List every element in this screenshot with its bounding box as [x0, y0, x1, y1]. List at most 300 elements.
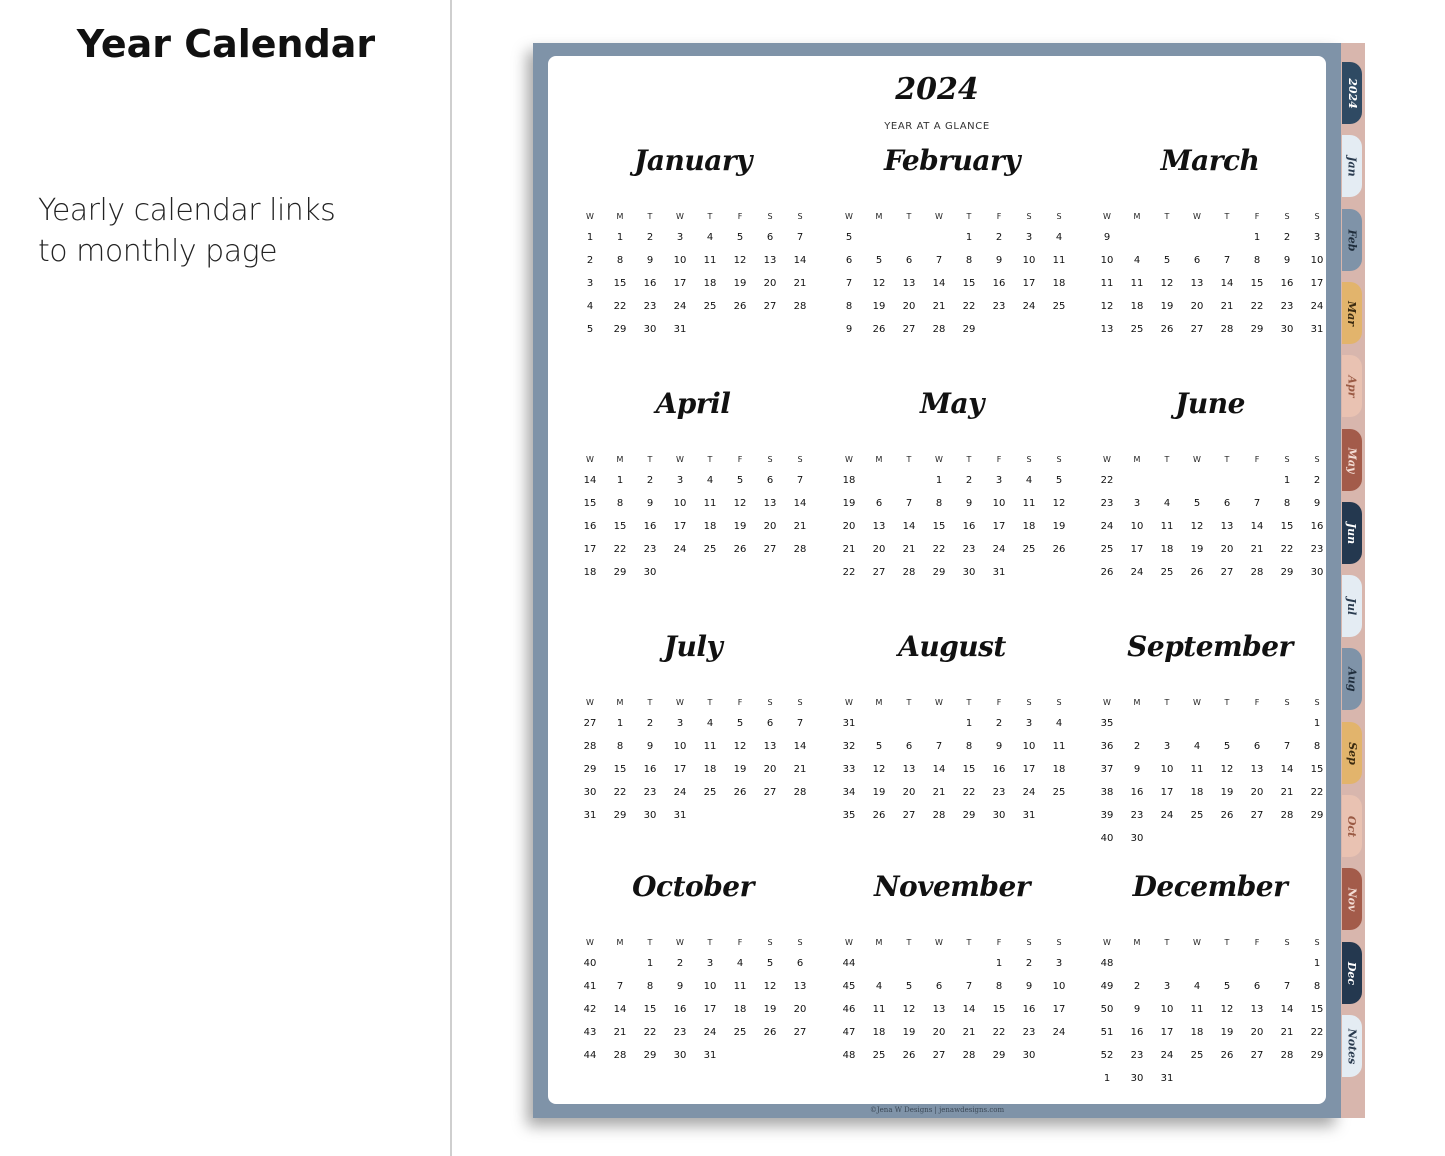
day-cell: 3 — [1025, 718, 1033, 729]
tab-mar[interactable] — [1342, 282, 1362, 344]
day-cell: 1 — [646, 958, 654, 969]
day-cell: 11 — [1130, 278, 1144, 289]
day-cell: 12 — [872, 278, 886, 289]
day-cell: 29 — [1310, 1050, 1324, 1061]
weekday-header: S — [1314, 211, 1320, 221]
day-cell: 27 — [932, 1050, 946, 1061]
day-cell: 18 — [1190, 1027, 1204, 1038]
week-row — [575, 318, 815, 341]
weekday-header: T — [647, 937, 653, 947]
day-cell: 3 — [676, 718, 684, 729]
day-cell: 8 — [1253, 255, 1261, 266]
week-number: 41 — [583, 981, 597, 992]
day-cell: 16 — [643, 278, 657, 289]
week-row — [834, 758, 1074, 781]
day-cell: 29 — [643, 1050, 657, 1061]
day-cell: 27 — [872, 567, 886, 578]
tab-label: Mar — [1345, 300, 1359, 326]
month-title[interactable]: April — [655, 387, 731, 420]
day-cell: 13 — [902, 764, 916, 775]
day-cell: 23 — [1022, 1027, 1036, 1038]
day-cell: 24 — [1022, 787, 1036, 798]
day-cell: 6 — [905, 255, 913, 266]
week-row — [834, 469, 1074, 492]
weekday-header: W — [935, 937, 943, 947]
day-cell: 29 — [1280, 567, 1294, 578]
week-row — [1092, 998, 1332, 1021]
day-cell: 26 — [733, 544, 747, 555]
month-title[interactable]: June — [1175, 387, 1245, 420]
weekday-header: F — [737, 454, 743, 464]
tab-feb[interactable] — [1342, 209, 1362, 271]
day-cell: 9 — [1025, 981, 1033, 992]
day-cell: 19 — [1220, 787, 1234, 798]
tab-nov[interactable] — [1342, 868, 1362, 930]
day-cell: 22 — [962, 787, 976, 798]
weekday-header: F — [737, 211, 743, 221]
tab-2024[interactable] — [1342, 62, 1362, 124]
weekday-header-row — [575, 206, 815, 226]
day-cell: 20 — [763, 521, 777, 532]
day-cell: 18 — [1052, 278, 1066, 289]
day-cell: 15 — [613, 521, 627, 532]
weekday-header: T — [1224, 454, 1230, 464]
month-title[interactable]: September — [1127, 630, 1293, 663]
day-cell: 14 — [932, 278, 946, 289]
tab-oct[interactable] — [1342, 795, 1362, 857]
week-number: 25 — [1100, 544, 1114, 555]
month-september[interactable] — [1081, 630, 1339, 844]
calendar-page — [548, 56, 1326, 1104]
week-row — [834, 515, 1074, 538]
day-cell: 27 — [763, 544, 777, 555]
day-cell: 30 — [1022, 1050, 1036, 1061]
weekday-header: S — [1056, 697, 1062, 707]
month-april[interactable] — [564, 387, 822, 587]
tab-jan[interactable] — [1342, 135, 1362, 197]
day-cell: 6 — [905, 741, 913, 752]
week-row — [575, 1021, 815, 1044]
day-cell: 11 — [733, 981, 747, 992]
day-cell: 29 — [1310, 810, 1324, 821]
weekday-header: W — [935, 211, 943, 221]
day-cell: 12 — [1160, 278, 1174, 289]
day-cell: 17 — [1130, 544, 1144, 555]
day-cell: 3 — [1163, 741, 1171, 752]
month-july[interactable] — [564, 630, 822, 830]
day-cell: 14 — [1280, 1004, 1294, 1015]
day-cell: 27 — [1250, 1050, 1264, 1061]
day-cell: 14 — [1280, 764, 1294, 775]
week-row — [1092, 561, 1332, 584]
day-cell: 20 — [763, 764, 777, 775]
month-title[interactable]: March — [1160, 144, 1260, 177]
weekday-header: T — [966, 211, 972, 221]
week-number: 29 — [583, 764, 597, 775]
month-title[interactable]: August — [898, 630, 1006, 663]
day-cell: 22 — [1310, 787, 1324, 798]
weekday-header: S — [767, 697, 773, 707]
day-cell: 6 — [766, 232, 774, 243]
month-title[interactable]: October — [632, 870, 754, 903]
week-number: 46 — [842, 1004, 856, 1015]
weekday-header: S — [1026, 937, 1032, 947]
weekday-header: T — [647, 454, 653, 464]
day-cell: 21 — [1220, 301, 1234, 312]
week-row — [575, 492, 815, 515]
day-cell: 31 — [673, 324, 687, 335]
tab-jun[interactable] — [1342, 502, 1362, 564]
day-cell: 13 — [902, 278, 916, 289]
day-cell: 3 — [706, 958, 714, 969]
week-number: 49 — [1100, 981, 1114, 992]
day-cell: 1 — [935, 475, 943, 486]
month-title[interactable]: February — [883, 144, 1020, 177]
day-cell: 1 — [965, 232, 973, 243]
week-row — [834, 249, 1074, 272]
week-number: 12 — [1100, 301, 1114, 312]
tab-apr[interactable] — [1342, 355, 1362, 417]
week-row — [1092, 804, 1332, 827]
day-cell: 24 — [673, 544, 687, 555]
month-january[interactable] — [564, 144, 822, 344]
day-cell: 11 — [703, 498, 717, 509]
week-number: 35 — [842, 810, 856, 821]
day-cell: 25 — [703, 301, 717, 312]
day-cell: 12 — [733, 741, 747, 752]
day-cell: 24 — [1160, 1050, 1174, 1061]
day-cell: 19 — [733, 521, 747, 532]
weekday-header: W — [676, 454, 684, 464]
week-number: 7 — [845, 278, 853, 289]
month-grid — [575, 692, 815, 827]
day-cell: 6 — [935, 981, 943, 992]
day-cell: 31 — [673, 810, 687, 821]
day-cell: 5 — [736, 718, 744, 729]
day-cell: 9 — [995, 741, 1003, 752]
day-cell: 20 — [1220, 544, 1234, 555]
day-cell: 9 — [1313, 498, 1321, 509]
day-cell: 30 — [1280, 324, 1294, 335]
description-line: to monthly page — [38, 234, 278, 269]
day-cell: 28 — [793, 301, 807, 312]
day-cell: 13 — [1250, 1004, 1264, 1015]
week-number-header: W — [586, 697, 594, 707]
month-grid — [834, 449, 1074, 584]
month-title[interactable]: July — [663, 630, 723, 663]
week-row — [1092, 758, 1332, 781]
day-cell: 29 — [613, 324, 627, 335]
week-number: 44 — [842, 958, 856, 969]
day-cell: 6 — [1223, 498, 1231, 509]
day-cell: 27 — [1220, 567, 1234, 578]
day-cell: 31 — [992, 567, 1006, 578]
week-row — [1092, 226, 1332, 249]
day-cell: 30 — [962, 567, 976, 578]
week-number: 38 — [1100, 787, 1114, 798]
week-number-header: W — [845, 211, 853, 221]
month-title[interactable]: January — [634, 144, 752, 177]
day-cell: 24 — [1310, 301, 1324, 312]
day-cell: 27 — [763, 301, 777, 312]
day-cell: 22 — [1280, 544, 1294, 555]
day-cell: 19 — [763, 1004, 777, 1015]
day-cell: 11 — [703, 741, 717, 752]
week-number: 31 — [842, 718, 856, 729]
panel-description — [38, 190, 418, 272]
day-cell: 27 — [1190, 324, 1204, 335]
day-cell: 24 — [673, 301, 687, 312]
day-cell: 13 — [932, 1004, 946, 1015]
week-number: 9 — [845, 324, 853, 335]
day-cell: 2 — [995, 232, 1003, 243]
day-cell: 9 — [646, 498, 654, 509]
weekday-header: T — [1224, 937, 1230, 947]
tab-notes[interactable] — [1342, 1015, 1362, 1077]
tab-label: Notes — [1345, 1028, 1359, 1064]
day-cell: 15 — [1310, 1004, 1324, 1015]
day-cell: 19 — [1160, 301, 1174, 312]
month-grid — [1092, 692, 1332, 850]
day-cell: 17 — [703, 1004, 717, 1015]
day-cell: 24 — [1022, 301, 1036, 312]
day-cell: 4 — [1055, 718, 1063, 729]
week-number: 51 — [1100, 1027, 1114, 1038]
day-cell: 30 — [992, 810, 1006, 821]
weekday-header: M — [875, 697, 883, 707]
day-cell: 13 — [763, 741, 777, 752]
week-row — [834, 804, 1074, 827]
tab-label: Dec — [1345, 961, 1359, 985]
day-cell: 5 — [766, 958, 774, 969]
left-panel — [0, 0, 450, 1156]
tab-dec[interactable] — [1342, 942, 1362, 1004]
day-cell: 28 — [932, 324, 946, 335]
day-cell: 20 — [872, 544, 886, 555]
day-cell: 7 — [935, 255, 943, 266]
day-cell: 19 — [1190, 544, 1204, 555]
day-cell: 19 — [872, 301, 886, 312]
week-row — [575, 538, 815, 561]
day-cell: 8 — [995, 981, 1003, 992]
day-cell: 28 — [1220, 324, 1234, 335]
day-cell: 3 — [1055, 958, 1063, 969]
month-february[interactable] — [823, 144, 1081, 344]
week-row — [1092, 318, 1332, 341]
week-number: 35 — [1100, 718, 1114, 729]
weekday-header: T — [707, 211, 713, 221]
day-cell: 18 — [1190, 787, 1204, 798]
month-june[interactable] — [1081, 387, 1339, 587]
day-cell: 7 — [796, 232, 804, 243]
weekday-header: M — [616, 937, 624, 947]
day-cell: 8 — [1313, 981, 1321, 992]
day-cell: 7 — [1283, 741, 1291, 752]
day-cell: 15 — [643, 1004, 657, 1015]
day-cell: 17 — [673, 278, 687, 289]
day-cell: 3 — [1025, 232, 1033, 243]
day-cell: 5 — [736, 475, 744, 486]
week-row — [1092, 1044, 1332, 1067]
weekday-header: M — [875, 454, 883, 464]
week-row — [834, 561, 1074, 584]
weekday-header: T — [906, 211, 912, 221]
week-row — [1092, 735, 1332, 758]
day-cell: 23 — [992, 787, 1006, 798]
weekday-header: T — [966, 697, 972, 707]
week-row — [575, 758, 815, 781]
weekday-header-row — [834, 206, 1074, 226]
day-cell: 21 — [793, 278, 807, 289]
day-cell: 9 — [1133, 1004, 1141, 1015]
weekday-header: S — [1284, 697, 1290, 707]
day-cell: 23 — [1280, 301, 1294, 312]
week-number: 23 — [1100, 498, 1114, 509]
day-cell: 2 — [676, 958, 684, 969]
day-cell: 31 — [1022, 810, 1036, 821]
day-cell: 21 — [902, 544, 916, 555]
weekday-header: S — [797, 211, 803, 221]
month-grid — [575, 206, 815, 341]
month-may[interactable] — [823, 387, 1081, 587]
day-cell: 2 — [1133, 981, 1141, 992]
tab-aug[interactable] — [1342, 648, 1362, 710]
week-row — [834, 272, 1074, 295]
day-cell: 17 — [673, 521, 687, 532]
weekday-header: M — [875, 937, 883, 947]
weekday-header: S — [797, 697, 803, 707]
week-number: 47 — [842, 1027, 856, 1038]
day-cell: 27 — [763, 787, 777, 798]
day-cell: 5 — [1223, 741, 1231, 752]
week-row — [834, 952, 1074, 975]
day-cell: 6 — [1253, 981, 1261, 992]
day-cell: 16 — [1130, 787, 1144, 798]
week-number: 3 — [586, 278, 594, 289]
day-cell: 18 — [1052, 764, 1066, 775]
day-cell: 1 — [616, 232, 624, 243]
day-cell: 27 — [1250, 810, 1264, 821]
week-number-header: W — [586, 454, 594, 464]
week-number: 6 — [845, 255, 853, 266]
day-cell: 16 — [643, 764, 657, 775]
week-number: 39 — [1100, 810, 1114, 821]
day-cell: 26 — [1220, 810, 1234, 821]
day-cell: 10 — [1310, 255, 1324, 266]
day-cell: 26 — [1220, 1050, 1234, 1061]
day-cell: 18 — [1130, 301, 1144, 312]
weekday-header: F — [1254, 697, 1260, 707]
tab-sep[interactable] — [1342, 722, 1362, 784]
weekday-header: S — [767, 454, 773, 464]
week-number: 11 — [1100, 278, 1114, 289]
week-number-header: W — [1103, 454, 1111, 464]
day-cell: 14 — [932, 764, 946, 775]
month-october[interactable] — [564, 870, 822, 1070]
day-cell: 15 — [932, 521, 946, 532]
month-march[interactable] — [1081, 144, 1339, 344]
day-cell: 23 — [673, 1027, 687, 1038]
weekday-header: T — [966, 937, 972, 947]
month-title[interactable]: December — [1132, 870, 1288, 903]
day-cell: 4 — [706, 232, 714, 243]
month-december[interactable] — [1081, 870, 1339, 1084]
month-grid — [1092, 449, 1332, 584]
day-cell: 15 — [992, 1004, 1006, 1015]
day-cell: 15 — [1310, 764, 1324, 775]
weekday-header: T — [906, 937, 912, 947]
tab-jul[interactable] — [1342, 575, 1362, 637]
day-cell: 25 — [1160, 567, 1174, 578]
weekday-header: T — [1164, 937, 1170, 947]
week-number: 8 — [845, 301, 853, 312]
day-cell: 18 — [703, 521, 717, 532]
day-cell: 22 — [613, 787, 627, 798]
day-cell: 1 — [965, 718, 973, 729]
tab-may[interactable] — [1342, 429, 1362, 491]
day-cell: 16 — [992, 764, 1006, 775]
day-cell: 16 — [962, 521, 976, 532]
week-row — [1092, 492, 1332, 515]
day-cell: 11 — [1190, 1004, 1204, 1015]
day-cell: 8 — [646, 981, 654, 992]
day-cell: 21 — [613, 1027, 627, 1038]
day-cell: 4 — [875, 981, 883, 992]
day-cell: 3 — [1313, 232, 1321, 243]
weekday-header-row — [575, 932, 815, 952]
month-august[interactable] — [823, 630, 1081, 830]
day-cell: 21 — [793, 764, 807, 775]
day-cell: 1 — [1283, 475, 1291, 486]
day-cell: 4 — [1025, 475, 1033, 486]
week-number: 27 — [583, 718, 597, 729]
week-number: 13 — [1100, 324, 1114, 335]
day-cell: 4 — [706, 718, 714, 729]
week-row — [1092, 712, 1332, 735]
day-cell: 25 — [1190, 1050, 1204, 1061]
day-cell: 22 — [613, 301, 627, 312]
week-row — [834, 318, 1074, 341]
week-row — [575, 735, 815, 758]
day-cell: 2 — [646, 232, 654, 243]
day-cell: 13 — [763, 255, 777, 266]
day-cell: 8 — [1313, 741, 1321, 752]
day-cell: 17 — [1022, 278, 1036, 289]
day-cell: 10 — [1052, 981, 1066, 992]
month-title[interactable]: May — [920, 387, 984, 420]
day-cell: 25 — [1130, 324, 1144, 335]
week-row — [834, 492, 1074, 515]
day-cell: 23 — [992, 301, 1006, 312]
weekday-header: T — [707, 454, 713, 464]
day-cell: 25 — [1022, 544, 1036, 555]
day-cell: 7 — [796, 718, 804, 729]
day-cell: 4 — [1193, 981, 1201, 992]
weekday-header: T — [707, 937, 713, 947]
day-cell: 4 — [1133, 255, 1141, 266]
weekday-header: S — [767, 211, 773, 221]
day-cell: 4 — [736, 958, 744, 969]
day-cell: 13 — [1250, 764, 1264, 775]
month-grid — [834, 206, 1074, 341]
week-row — [1092, 781, 1332, 804]
day-cell: 19 — [733, 764, 747, 775]
month-title[interactable]: November — [873, 870, 1031, 903]
day-cell: 23 — [1310, 544, 1324, 555]
month-november[interactable] — [823, 870, 1081, 1070]
day-cell: 11 — [1160, 521, 1174, 532]
day-cell: 7 — [1223, 255, 1231, 266]
